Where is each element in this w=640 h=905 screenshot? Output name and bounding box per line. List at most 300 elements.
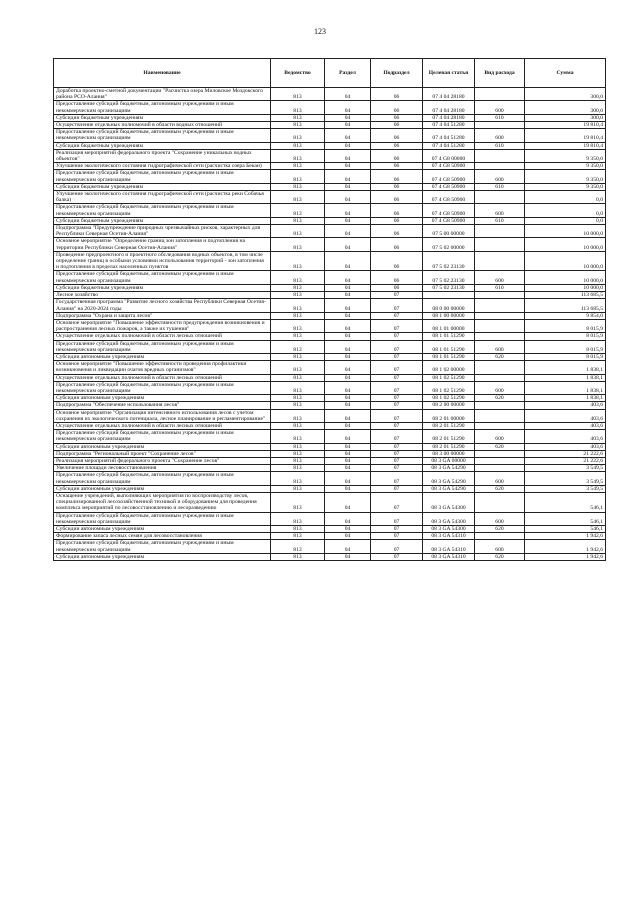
- table-row: [54, 374, 606, 381]
- row-expense-type: 600: [475, 430, 525, 443]
- row-subsection: 07: [371, 526, 423, 533]
- row-subsection: 07: [371, 402, 423, 409]
- row-subsection: 07: [371, 422, 423, 429]
- row-target-article: 08 2 01 51290: [423, 422, 475, 429]
- row-department: 813: [271, 170, 325, 183]
- row-name: Реализация мероприятий федерального проекта "Сохранение лесов": [54, 457, 271, 464]
- table-row: [54, 299, 606, 312]
- row-name: Предоставление субсидий бюджетным, автономным учреждениям и иным некоммерческим организациям: [54, 512, 271, 525]
- row-section: 04: [325, 312, 371, 319]
- row-department: 813: [271, 284, 325, 291]
- row-target-article: 07 4 04 28180: [423, 101, 475, 114]
- row-target-article: 08 0 00 00000: [423, 299, 475, 312]
- row-amount: 403,6: [525, 409, 606, 422]
- row-amount: 8 015,9: [525, 319, 606, 332]
- row-section: 04: [325, 533, 371, 540]
- row-department: 813: [271, 450, 325, 457]
- row-department: 813: [271, 409, 325, 422]
- table-row: [54, 422, 606, 429]
- row-expense-type: 620: [475, 443, 525, 450]
- row-expense-type: 620: [475, 485, 525, 492]
- row-department: 813: [271, 526, 325, 533]
- row-department: 813: [271, 485, 325, 492]
- table-row: [54, 443, 606, 450]
- row-amount: 1 838,1: [525, 395, 606, 402]
- row-amount: 1 838,1: [525, 374, 606, 381]
- row-amount: 21 222,6: [525, 450, 606, 457]
- row-name: Подпрограмма "Обеспечение использования лесов": [54, 402, 271, 409]
- table-row: [54, 409, 606, 422]
- row-target-article: 08 3 GA 00000: [423, 457, 475, 464]
- row-expense-type: 610: [475, 114, 525, 121]
- table-row: [54, 457, 606, 464]
- row-subsection: 06: [371, 225, 423, 238]
- row-department: 813: [271, 292, 325, 299]
- row-subsection: 06: [371, 142, 423, 149]
- row-amount: 546,1: [525, 526, 606, 533]
- row-expense-type: [475, 533, 525, 540]
- row-target-article: 07 4 04 51280: [423, 142, 475, 149]
- table-row: [54, 312, 606, 319]
- row-section: 04: [325, 472, 371, 485]
- table-row: [54, 129, 606, 142]
- row-name: Субсидии бюджетным учреждениям: [54, 142, 271, 149]
- row-department: 813: [271, 238, 325, 251]
- row-expense-type: 620: [475, 353, 525, 360]
- row-section: 04: [325, 284, 371, 291]
- row-expense-type: [475, 225, 525, 238]
- row-department: 813: [271, 129, 325, 142]
- row-subsection: 07: [371, 319, 423, 332]
- header-target-article: Целевая статья: [423, 59, 475, 88]
- row-section: 04: [325, 163, 371, 170]
- row-name: Осуществление отдельных полномочий в области лесных отношений: [54, 333, 271, 340]
- row-amount: 113 685,5: [525, 299, 606, 312]
- table-row: [54, 191, 606, 204]
- table-row: [54, 340, 606, 353]
- row-amount: 3 549,5: [525, 472, 606, 485]
- row-target-article: 07 4 G8 50900: [423, 191, 475, 204]
- row-subsection: 07: [371, 374, 423, 381]
- row-name: Осуществление отдельных полномочий в области лесных отношений: [54, 374, 271, 381]
- row-amount: 546,1: [525, 512, 606, 525]
- row-name: Субсидии автономным учреждениям: [54, 353, 271, 360]
- row-name: Субсидии бюджетным учреждениям: [54, 114, 271, 121]
- row-target-article: 08 1 02 51290: [423, 395, 475, 402]
- row-department: 813: [271, 251, 325, 271]
- row-amount: 19 810,4: [525, 129, 606, 142]
- row-section: 04: [325, 374, 371, 381]
- row-expense-type: [475, 299, 525, 312]
- row-name: Субсидии автономным учреждениям: [54, 553, 271, 560]
- row-section: 04: [325, 540, 371, 553]
- row-target-article: 08 2 01 51290: [423, 443, 475, 450]
- header-row: [54, 59, 606, 88]
- row-expense-type: 620: [475, 395, 525, 402]
- row-target-article: 08 3 GA 54310: [423, 533, 475, 540]
- row-name: Улучшение экологического состояния гидрографической сети (расчистка реки Собачья балка): [54, 191, 271, 204]
- row-subsection: 06: [371, 114, 423, 121]
- row-amount: 10 000,0: [525, 225, 606, 238]
- row-department: 813: [271, 361, 325, 374]
- row-target-article: 08 3 00 00000: [423, 450, 475, 457]
- row-subsection: 07: [371, 492, 423, 512]
- table-row: [54, 319, 606, 332]
- header-name: Наименование: [54, 59, 271, 88]
- row-expense-type: [475, 492, 525, 512]
- row-section: 04: [325, 381, 371, 394]
- row-amount: 1 838,1: [525, 381, 606, 394]
- row-subsection: 07: [371, 395, 423, 402]
- table-row: [54, 553, 606, 560]
- row-subsection: 07: [371, 450, 423, 457]
- table-row: [54, 225, 606, 238]
- row-expense-type: [475, 292, 525, 299]
- row-section: 04: [325, 492, 371, 512]
- row-target-article: 07 5 02 00000: [423, 238, 475, 251]
- row-name: Предоставление субсидий бюджетным, автономным учреждениям и иным некоммерческим организациям: [54, 340, 271, 353]
- row-amount: 0,0: [525, 191, 606, 204]
- row-amount: 403,6: [525, 422, 606, 429]
- row-department: 813: [271, 340, 325, 353]
- row-section: 04: [325, 443, 371, 450]
- row-section: 04: [325, 395, 371, 402]
- table-row: [54, 512, 606, 525]
- row-expense-type: [475, 457, 525, 464]
- row-department: 813: [271, 163, 325, 170]
- row-department: 813: [271, 299, 325, 312]
- row-section: 04: [325, 271, 371, 284]
- table-row: [54, 163, 606, 170]
- row-expense-type: 600: [475, 472, 525, 485]
- row-expense-type: 600: [475, 381, 525, 394]
- row-name: Предоставление субсидий бюджетным, автономным учреждениям и иным некоммерческим организациям: [54, 540, 271, 553]
- row-section: 04: [325, 129, 371, 142]
- row-amount: 403,6: [525, 402, 606, 409]
- row-expense-type: 600: [475, 540, 525, 553]
- row-target-article: 08 1 02 51290: [423, 374, 475, 381]
- row-subsection: 07: [371, 333, 423, 340]
- row-amount: 300,0: [525, 114, 606, 121]
- row-subsection: 06: [371, 191, 423, 204]
- row-expense-type: [475, 163, 525, 170]
- row-expense-type: 600: [475, 129, 525, 142]
- row-target-article: 08 1 00 00000: [423, 312, 475, 319]
- row-amount: 9 350,0: [525, 170, 606, 183]
- row-name: Субсидии автономным учреждениям: [54, 443, 271, 450]
- header-section: Раздел: [325, 59, 371, 88]
- row-subsection: 06: [371, 122, 423, 129]
- row-amount: 3 549,5: [525, 465, 606, 472]
- table-row: [54, 450, 606, 457]
- row-section: 04: [325, 299, 371, 312]
- row-department: 813: [271, 353, 325, 360]
- table-row: [54, 142, 606, 149]
- row-expense-type: [475, 88, 525, 101]
- row-expense-type: 600: [475, 271, 525, 284]
- row-name: Осуществление отдельных полномочий в области лесных отношений: [54, 422, 271, 429]
- row-expense-type: 600: [475, 204, 525, 217]
- row-name: Подпрограмма "Региональный проект "Сохранение лесов": [54, 450, 271, 457]
- row-target-article: 08 3 GA 54300: [423, 492, 475, 512]
- row-department: 813: [271, 402, 325, 409]
- row-department: 813: [271, 553, 325, 560]
- row-department: 813: [271, 443, 325, 450]
- row-amount: 21 222,6: [525, 457, 606, 464]
- table-row: [54, 101, 606, 114]
- row-amount: 10 000,0: [525, 284, 606, 291]
- row-amount: 9 350,0: [525, 183, 606, 190]
- row-expense-type: 600: [475, 170, 525, 183]
- table-row: [54, 271, 606, 284]
- row-subsection: 07: [371, 533, 423, 540]
- row-amount: 1 942,6: [525, 553, 606, 560]
- row-section: 04: [325, 238, 371, 251]
- row-subsection: 06: [371, 251, 423, 271]
- row-subsection: 07: [371, 312, 423, 319]
- row-section: 04: [325, 251, 371, 271]
- row-target-article: 08 1 01 51290: [423, 333, 475, 340]
- row-section: 04: [325, 526, 371, 533]
- row-expense-type: 620: [475, 526, 525, 533]
- row-section: 04: [325, 430, 371, 443]
- row-target-article: 08 1 01 51290: [423, 353, 475, 360]
- row-name: Предоставление субсидий бюджетным, автономным учреждениям и иным некоммерческим организациям: [54, 472, 271, 485]
- row-section: 04: [325, 340, 371, 353]
- row-section: 04: [325, 333, 371, 340]
- row-name: Формирование запаса лесных семян для лесовосстановления: [54, 533, 271, 540]
- row-amount: 8 015,9: [525, 340, 606, 353]
- row-expense-type: [475, 333, 525, 340]
- row-subsection: 06: [371, 217, 423, 224]
- row-expense-type: [475, 238, 525, 251]
- row-amount: 403,6: [525, 430, 606, 443]
- row-subsection: 07: [371, 353, 423, 360]
- budget-table: [53, 58, 606, 561]
- row-subsection: 06: [371, 284, 423, 291]
- row-target-article: 07 5 02 23130: [423, 284, 475, 291]
- table-row: [54, 238, 606, 251]
- row-name: Предоставление субсидий бюджетным, автономным учреждениям и иным некоммерческим организациям: [54, 381, 271, 394]
- table-row: [54, 170, 606, 183]
- row-section: 04: [325, 292, 371, 299]
- row-subsection: 07: [371, 409, 423, 422]
- row-name: Субсидии бюджетным учреждениям: [54, 183, 271, 190]
- row-amount: 300,0: [525, 88, 606, 101]
- table-body: [54, 88, 606, 561]
- row-section: 04: [325, 457, 371, 464]
- row-target-article: [423, 292, 475, 299]
- row-subsection: 07: [371, 540, 423, 553]
- row-amount: 10 000,0: [525, 271, 606, 284]
- row-name: Предоставление субсидий бюджетным, автономным учреждениям и иным некоммерческим организациям: [54, 101, 271, 114]
- row-expense-type: 610: [475, 183, 525, 190]
- table-row: [54, 251, 606, 271]
- row-name: Основное мероприятие "Повышение эффективности предупреждения возникновения и распространения лесных пожаров, а также их тушения": [54, 319, 271, 332]
- row-name: Подпрограмма "Предупреждение природных чрезвычайных рисков, характерных для Республики Северная Осетия-Алания": [54, 225, 271, 238]
- row-target-article: 08 1 02 00000: [423, 361, 475, 374]
- row-subsection: 06: [371, 88, 423, 101]
- row-expense-type: 600: [475, 340, 525, 353]
- row-subsection: 06: [371, 163, 423, 170]
- row-amount: 113 685,5: [525, 292, 606, 299]
- row-subsection: 06: [371, 101, 423, 114]
- row-department: 813: [271, 374, 325, 381]
- row-target-article: 08 3 GA 54300: [423, 526, 475, 533]
- row-section: 04: [325, 450, 371, 457]
- row-section: 04: [325, 170, 371, 183]
- table-row: [54, 540, 606, 553]
- row-amount: 3 549,5: [525, 485, 606, 492]
- row-amount: 300,0: [525, 101, 606, 114]
- row-name: Основное мероприятие "Повышение эффективности проведения профилактики возникновения и ликвидации очагов вредных организмов": [54, 361, 271, 374]
- row-name: Осуществление отдельных полномочий в области водных отношений: [54, 122, 271, 129]
- row-target-article: 08 1 02 51290: [423, 381, 475, 394]
- row-subsection: 07: [371, 430, 423, 443]
- row-subsection: 07: [371, 381, 423, 394]
- row-name: Основное мероприятие "Определение границ зон затопления и подтопления на территории Республики Северная Осетия-Алания": [54, 238, 271, 251]
- row-target-article: 08 2 00 00000: [423, 402, 475, 409]
- row-amount: 10 000,0: [525, 238, 606, 251]
- row-subsection: 07: [371, 340, 423, 353]
- row-section: 04: [325, 353, 371, 360]
- row-target-article: 08 3 GA 54310: [423, 540, 475, 553]
- table-row: [54, 402, 606, 409]
- row-amount: 546,1: [525, 492, 606, 512]
- row-department: 813: [271, 492, 325, 512]
- row-name: Субсидии бюджетным учреждениям: [54, 217, 271, 224]
- row-target-article: 07 4 04 28180: [423, 88, 475, 101]
- row-department: 813: [271, 149, 325, 162]
- row-section: 04: [325, 319, 371, 332]
- row-target-article: 08 2 01 00000: [423, 409, 475, 422]
- row-subsection: 07: [371, 361, 423, 374]
- row-section: 04: [325, 422, 371, 429]
- table-row: [54, 492, 606, 512]
- row-department: 813: [271, 183, 325, 190]
- row-target-article: 08 3 GA 54290: [423, 465, 475, 472]
- row-target-article: 07 4 04 51280: [423, 122, 475, 129]
- row-department: 813: [271, 312, 325, 319]
- row-name: Улучшение экологического состояния гидрографической сети (расчистка озера Бекан): [54, 163, 271, 170]
- row-expense-type: [475, 402, 525, 409]
- row-department: 813: [271, 101, 325, 114]
- row-target-article: 07 4 G8 50900: [423, 170, 475, 183]
- row-amount: 0,0: [525, 217, 606, 224]
- row-subsection: 06: [371, 238, 423, 251]
- row-amount: 9 350,0: [525, 163, 606, 170]
- row-target-article: 07 4 G8 50900: [423, 217, 475, 224]
- table-row: [54, 183, 606, 190]
- row-name: Реализация мероприятий федерального проекта "Сохранение уникальных водных объектов": [54, 149, 271, 162]
- table-row: [54, 472, 606, 485]
- row-department: 813: [271, 217, 325, 224]
- table-row: [54, 88, 606, 101]
- row-department: 813: [271, 457, 325, 464]
- row-subsection: 06: [371, 149, 423, 162]
- row-name: Предоставление субсидий бюджетным, автономным учреждениям и иным некоммерческим организациям: [54, 204, 271, 217]
- row-section: 04: [325, 114, 371, 121]
- row-section: 04: [325, 88, 371, 101]
- row-target-article: 08 2 01 51290: [423, 430, 475, 443]
- row-subsection: 06: [371, 129, 423, 142]
- row-subsection: 07: [371, 472, 423, 485]
- row-target-article: 08 1 01 00000: [423, 319, 475, 332]
- row-amount: 1 942,6: [525, 533, 606, 540]
- row-department: 813: [271, 142, 325, 149]
- row-expense-type: [475, 251, 525, 271]
- row-department: 813: [271, 191, 325, 204]
- row-section: 04: [325, 409, 371, 422]
- row-expense-type: [475, 422, 525, 429]
- row-expense-type: 620: [475, 553, 525, 560]
- row-department: 813: [271, 122, 325, 129]
- row-expense-type: [475, 450, 525, 457]
- row-department: 813: [271, 430, 325, 443]
- row-expense-type: [475, 191, 525, 204]
- row-expense-type: 610: [475, 284, 525, 291]
- table-row: [54, 353, 606, 360]
- row-subsection: 07: [371, 512, 423, 525]
- row-section: 04: [325, 553, 371, 560]
- row-target-article: 07 5 00 00000: [423, 225, 475, 238]
- row-section: 04: [325, 217, 371, 224]
- row-department: 813: [271, 333, 325, 340]
- row-amount: 9 854,0: [525, 312, 606, 319]
- row-department: 813: [271, 512, 325, 525]
- row-name: Оснащение учреждений, выполняющих мероприятия по воспроизводству лесов, специализированной лесохозяйственной техникой и оборудованием для проведения комплекса мероприятий по лесовосстановлению и лесоразведению: [54, 492, 271, 512]
- row-name: Проведение предпроектного и проектного обследования водных объектов, в том числе определение границ в особыми условиями использования территорий - зон затопления и подтопления в пределах населенных пунктов: [54, 251, 271, 271]
- row-name: Лесное хозяйство: [54, 292, 271, 299]
- row-name: Доработка проектно-сметной документации "Расчистка озера Миловское Моздокского района РСО-Алания": [54, 88, 271, 101]
- table-row: [54, 465, 606, 472]
- table-row: [54, 292, 606, 299]
- table-row: [54, 533, 606, 540]
- row-subsection: 07: [371, 299, 423, 312]
- row-section: 04: [325, 361, 371, 374]
- row-amount: 1 942,6: [525, 540, 606, 553]
- row-department: 813: [271, 204, 325, 217]
- row-amount: 8 015,9: [525, 353, 606, 360]
- row-department: 813: [271, 465, 325, 472]
- row-subsection: 06: [371, 204, 423, 217]
- row-target-article: 07 4 G8 00000: [423, 149, 475, 162]
- row-expense-type: [475, 409, 525, 422]
- table-row: [54, 114, 606, 121]
- row-name: Предоставление субсидий бюджетным, автономным учреждениям и иным некоммерческим организациям: [54, 129, 271, 142]
- table-row: [54, 395, 606, 402]
- page-number: 123: [314, 27, 326, 36]
- row-section: 04: [325, 402, 371, 409]
- row-subsection: 06: [371, 170, 423, 183]
- row-amount: 10 000,0: [525, 251, 606, 271]
- row-target-article: 08 1 01 51290: [423, 340, 475, 353]
- row-name: Субсидии автономным учреждениям: [54, 485, 271, 492]
- row-target-article: 07 4 04 51280: [423, 129, 475, 142]
- row-amount: 19 810,4: [525, 122, 606, 129]
- row-subsection: 07: [371, 553, 423, 560]
- table-row: [54, 217, 606, 224]
- row-target-article: 07 5 02 23130: [423, 271, 475, 284]
- header-amount: Сумма: [525, 59, 606, 88]
- row-subsection: 07: [371, 485, 423, 492]
- row-target-article: 08 3 GA 54300: [423, 512, 475, 525]
- row-section: 04: [325, 101, 371, 114]
- row-department: 813: [271, 271, 325, 284]
- table-row: [54, 149, 606, 162]
- row-expense-type: 600: [475, 512, 525, 525]
- row-expense-type: [475, 361, 525, 374]
